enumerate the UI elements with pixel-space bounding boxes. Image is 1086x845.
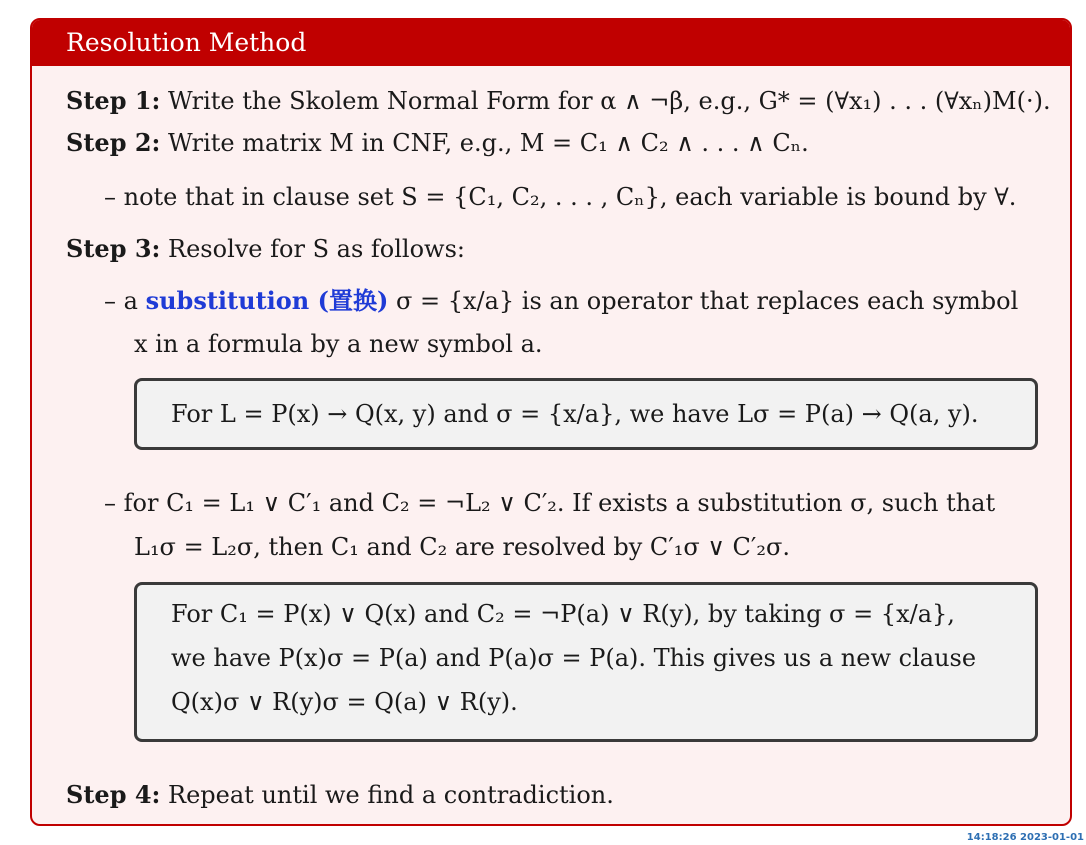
step-1-label: Step 1:	[66, 86, 161, 115]
example-2-line1: For C₁ = P(x) ∨ Q(x) and C₂ = ¬P(a) ∨ R(y), by taking σ = {x/a},	[171, 600, 955, 628]
step-3	[66, 234, 465, 264]
step-2-note: – note that in clause set S = {C₁, C₂, . . . , Cₙ}, each variable is bound by ∀.	[104, 183, 1017, 211]
substitution-prefix: – a	[104, 287, 138, 315]
step-4-label: Step 4:	[66, 780, 161, 809]
step-4-text: Repeat until we find a contradiction.	[168, 781, 614, 809]
step-3-text: Resolve for S as follows:	[168, 235, 465, 263]
substitution-rest: σ = {x/a} is an operator that replaces each symbol	[395, 287, 1019, 315]
example-box-2	[134, 582, 1038, 742]
step-2	[66, 128, 809, 158]
step-2-text: Write matrix M in CNF, e.g., M = C₁ ∧ C₂ ∧ . . . ∧ Cₙ.	[168, 129, 809, 157]
example-1-text: For L = P(x) → Q(x, y) and σ = {x/a}, we have Lσ = P(a) → Q(a, y).	[171, 400, 979, 428]
resolution-rule-line2: L₁σ = L₂σ, then C₁ and C₂ are resolved by C′₁σ ∨ C′₂σ.	[134, 533, 791, 561]
example-2-line3: Q(x)σ ∨ R(y)σ = Q(a) ∨ R(y).	[171, 688, 518, 716]
step-1	[66, 86, 1051, 116]
step-2-label: Step 2:	[66, 128, 161, 157]
block-title: Resolution Method	[32, 20, 1070, 66]
resolution-method-block	[30, 18, 1072, 826]
example-box-1	[134, 378, 1038, 450]
substitution-term: substitution (置换)	[145, 286, 389, 315]
substitution-definition	[104, 286, 1018, 316]
step-4	[66, 780, 614, 810]
timestamp: 14:18:26 2023-01-01	[966, 832, 1084, 843]
step-3-label: Step 3:	[66, 234, 161, 263]
resolution-rule-line1: – for C₁ = L₁ ∨ C′₁ and C₂ = ¬L₂ ∨ C′₂. If exists a substitution σ, such that	[104, 489, 996, 517]
step-1-text: Write the Skolem Normal Form for α ∧ ¬β, e.g., G* = (∀x₁) . . . (∀xₙ)M(·).	[168, 87, 1051, 115]
example-2-line2: we have P(x)σ = P(a) and P(a)σ = P(a). This gives us a new clause	[171, 644, 977, 672]
substitution-definition-line2: x in a formula by a new symbol a.	[134, 330, 543, 358]
